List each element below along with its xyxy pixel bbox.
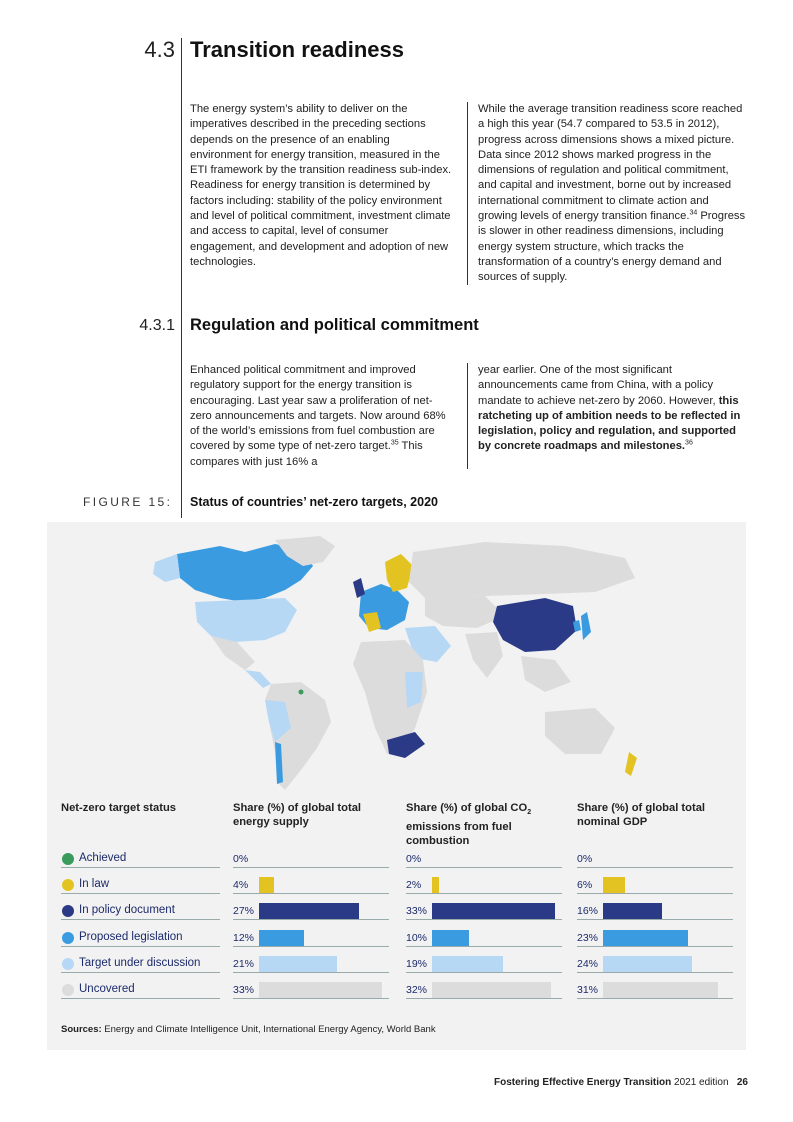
footnote-35: 35 xyxy=(390,439,399,447)
bar xyxy=(432,903,555,919)
body-left-paragraph xyxy=(190,363,452,470)
bar-cell xyxy=(233,851,389,868)
footer-edition: 2021 edition xyxy=(671,1077,729,1088)
header-gdp: Share (%) of global total nominal GDP xyxy=(577,802,706,828)
bar xyxy=(259,903,359,919)
map-suriname xyxy=(299,690,304,695)
bar-value-label: 32% xyxy=(406,984,428,996)
bar-cell xyxy=(577,851,733,868)
footer-title: Fostering Effective Energy Transition xyxy=(493,1077,672,1088)
status-label: Uncovered xyxy=(79,983,135,995)
status-label: Target under discussion xyxy=(79,957,201,969)
bar-cell xyxy=(233,903,389,920)
bar-value-label: 33% xyxy=(406,905,428,917)
intro-right-text-end: Progress is slower in other readiness dimensions, including energy system structure, which tracks the transformation of a country’s energy demand and sources of supply. xyxy=(478,210,746,284)
bar-value-label: 31% xyxy=(577,984,599,996)
discussion-dot-icon xyxy=(62,958,74,970)
intro-right-paragraph xyxy=(478,102,748,286)
intro-right-text: While the average transition readiness score reached a high this year (54.7 compared to 53.5 in 2012), progress across dimensions shows a mixed picture. Data since 2012 shows marked progress in the dimensions of regulation and political commitment, and capital and investment, borne out by increased international commitment to climate action and growing levels of energy transition finance. xyxy=(478,103,743,223)
bar xyxy=(603,930,688,946)
bar xyxy=(259,930,304,946)
uncovered-dot-icon xyxy=(62,984,74,996)
status-label: In policy document xyxy=(79,904,175,916)
sources-note xyxy=(61,1024,436,1035)
bar-cell xyxy=(233,982,389,999)
map-new-zealand xyxy=(625,752,637,776)
bar xyxy=(259,982,382,998)
map-japan xyxy=(581,612,591,640)
header-energy-supply: Share (%) of global total energy supply xyxy=(233,802,362,828)
status-row-uncovered xyxy=(61,982,220,999)
bar-cell xyxy=(577,956,733,973)
bar-cell xyxy=(233,956,389,973)
footnote-36: 36 xyxy=(685,439,693,447)
bar-cell xyxy=(406,877,562,894)
body-right-text: year earlier. One of the most significant announcements came from China, with a policy mandate to achieve net-zero by 2060. However, xyxy=(478,364,719,407)
footnote-34: 34 xyxy=(689,209,698,217)
bar-value-label: 10% xyxy=(406,932,428,944)
bar-cell xyxy=(406,930,562,947)
map-china xyxy=(493,598,577,652)
status-row-in-policy xyxy=(61,903,220,920)
bar-value-label: 19% xyxy=(406,958,428,970)
bar-cell xyxy=(577,903,733,920)
section-number: 4.3 xyxy=(144,37,175,62)
bar xyxy=(432,982,551,998)
in-law-dot-icon xyxy=(62,879,74,891)
bar-value-label: 12% xyxy=(233,932,255,944)
body-left-text: Enhanced political commitment and improved regulatory support for the energy transition is encouraging. Last year saw a proliferation of net-zero announcements and targets. Now around 68% of the world’s emissions from fuel combustion are covered by some type of net-zero target. xyxy=(190,364,446,453)
status-row-proposed xyxy=(61,930,220,947)
map-russia xyxy=(409,542,635,598)
bar xyxy=(432,877,439,893)
subsection-number: 4.3.1 xyxy=(139,317,175,334)
figure-label: FIGURE 15: xyxy=(83,495,173,509)
bar xyxy=(603,877,625,893)
body-left-text-end: This compares with just 16% a xyxy=(190,440,423,468)
map-southeast-asia xyxy=(521,656,571,692)
sources-label: Sources: xyxy=(61,1024,102,1035)
status-row-discussion xyxy=(61,956,220,973)
map-alaska xyxy=(153,554,180,582)
status-row-in-law xyxy=(61,877,220,894)
bar-cell xyxy=(406,903,562,920)
subsection-title: Regulation and political commitment xyxy=(190,316,479,334)
map-central-america xyxy=(245,670,271,688)
intro-left-paragraph: The energy system’s ability to deliver on the imperatives described in the preceding sections depends on the presence of an enabling environment for energy transition, measured in the ETI framework by the transition readiness sub-index. Readiness for energy transition is determined by factors including: stability of the policy environment and level of political commitment, investment climate and access to capital, level of consumer engagement, and development and adoption of new technologies. xyxy=(190,103,452,268)
map-scandinavia xyxy=(385,554,413,592)
bar-value-label: 0% xyxy=(577,853,593,865)
bar-cell xyxy=(406,956,562,973)
header-co2-post: emissions from fuel combustion xyxy=(406,821,512,848)
map-central-asia xyxy=(425,596,505,628)
bar-value-label: 4% xyxy=(233,879,249,891)
bar-cell xyxy=(577,930,733,947)
bar-cell xyxy=(406,982,562,999)
section-title: Transition readiness xyxy=(190,37,404,62)
header-co2-pre: Share (%) of global CO xyxy=(406,802,528,814)
bar-value-label: 24% xyxy=(577,958,599,970)
status-label: Achieved xyxy=(79,852,127,864)
bar xyxy=(432,930,469,946)
bar-value-label: 0% xyxy=(233,853,249,865)
header-status: Net-zero target status xyxy=(61,802,177,814)
bar xyxy=(259,956,337,972)
map-india xyxy=(465,632,503,678)
bar-cell xyxy=(406,851,562,868)
bar xyxy=(432,956,503,972)
section-rule xyxy=(181,38,182,518)
header-co2-emissions xyxy=(406,801,556,848)
status-label: In law xyxy=(79,878,110,890)
bar xyxy=(603,903,662,919)
bar-cell xyxy=(233,930,389,947)
map-usa xyxy=(195,598,297,642)
column-divider xyxy=(467,102,468,285)
bar-value-label: 6% xyxy=(577,879,593,891)
bar-cell xyxy=(577,877,733,894)
bar-cell xyxy=(577,982,733,999)
page-footer xyxy=(494,1077,748,1088)
bar-value-label: 23% xyxy=(577,932,599,944)
status-label: Proposed legislation xyxy=(79,931,183,943)
bar xyxy=(603,956,692,972)
world-map xyxy=(125,532,655,802)
bar-value-label: 2% xyxy=(406,879,422,891)
figure-title: Status of countries’ net-zero targets, 2020 xyxy=(190,495,438,509)
column-divider-2 xyxy=(467,363,468,469)
bar-value-label: 21% xyxy=(233,958,255,970)
status-row-achieved xyxy=(61,851,220,868)
body-right-paragraph xyxy=(478,363,748,455)
achieved-dot-icon xyxy=(62,853,74,865)
bar xyxy=(259,877,274,893)
bar-value-label: 0% xyxy=(406,853,422,865)
sources-text: Energy and Climate Intelligence Unit, International Energy Agency, World Bank xyxy=(101,1024,436,1035)
page-number: 26 xyxy=(736,1077,748,1088)
proposed-dot-icon xyxy=(62,932,74,944)
body-right-emphasis: this ratcheting up of ambition needs to be reflected in legislation, policy and regulation, and supported by concrete roadmaps and milestones. xyxy=(478,394,741,453)
bar-value-label: 33% xyxy=(233,984,255,996)
in-policy-dot-icon xyxy=(62,905,74,917)
header-co2-sub: 2 xyxy=(527,809,532,817)
map-australia xyxy=(545,708,615,754)
bar xyxy=(603,982,718,998)
bar-cell xyxy=(233,877,389,894)
bar-value-label: 16% xyxy=(577,905,599,917)
bar-value-label: 27% xyxy=(233,905,255,917)
